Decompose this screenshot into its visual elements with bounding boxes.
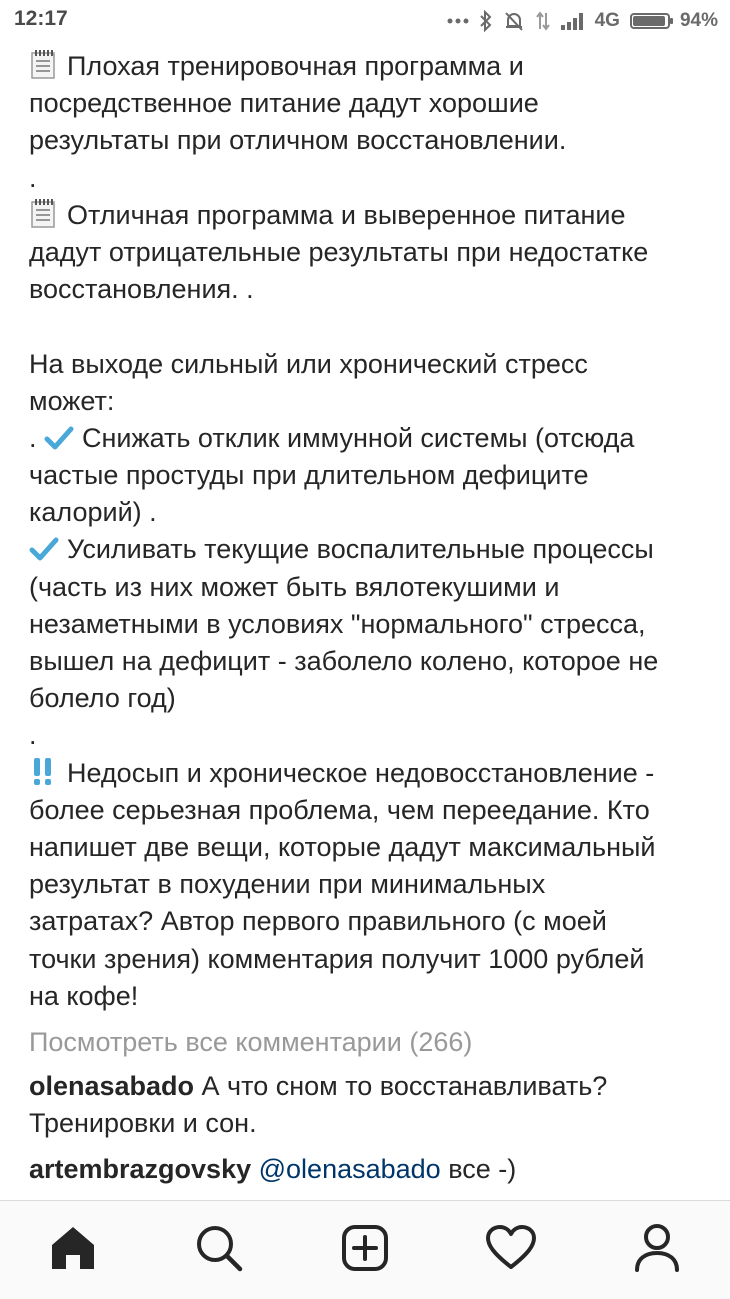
comment-text-continued: Тренировки и сон.: [29, 1108, 257, 1139]
caption-line: Недосып и хроническое недовосстановление -: [29, 755, 705, 792]
nav-profile-button[interactable]: [625, 1218, 689, 1282]
comment-item: [29, 1151, 705, 1188]
data-transfer-icon: [535, 10, 551, 32]
caption-line: калорий) .: [29, 497, 157, 528]
nav-new-post-button[interactable]: [333, 1218, 397, 1282]
bluetooth-icon: [479, 10, 493, 32]
caption-line: болело год): [29, 683, 176, 714]
caption-line: Усиливать текущие воспалительные процессы: [29, 531, 705, 568]
comment-mention[interactable]: @olenasabado: [258, 1154, 441, 1184]
caption-line: напишет две вещи, которые дадут максимальный: [29, 831, 656, 862]
signal-icon: [561, 12, 585, 30]
post-caption: [29, 48, 705, 1015]
double-exclamation-icon: [29, 756, 59, 796]
battery-percent: 94%: [679, 10, 718, 31]
caption-line: на кофе!: [29, 980, 139, 1011]
caption-line: частые простуды при длительном дефиците: [29, 460, 589, 491]
caption-line: незаметными в условиях "нормального" стресса,: [29, 608, 646, 639]
profile-icon: [633, 1223, 681, 1278]
caption-blank-line: [29, 308, 705, 345]
nav-search-button[interactable]: [187, 1218, 251, 1282]
network-type: 4G: [594, 10, 620, 31]
comment-text: все -): [440, 1154, 517, 1184]
caption-line: .: [29, 162, 37, 193]
caption-line: . Снижать отклик иммунной системы (отсюда: [29, 420, 705, 457]
caption-line: затратах? Автор первого правильного (с моей: [29, 906, 607, 937]
caption-line: На выходе сильный или хронический стресс: [29, 348, 588, 379]
status-time: 12:17: [14, 7, 68, 30]
caption-line: восстановления. .: [29, 274, 254, 305]
caption-line: вышел на дефицит - заболело колено, которое не: [29, 646, 659, 676]
caption-line: может:: [29, 385, 115, 416]
notepad-icon: [29, 49, 59, 89]
status-icons: [447, 6, 718, 36]
caption-line: Отличная программа и выверенное питание: [29, 197, 705, 234]
checkmark-icon: [44, 424, 74, 461]
search-icon: [194, 1223, 244, 1278]
caption-line: посредственное питание дадут хорошие: [29, 88, 539, 119]
view-all-comments-link[interactable]: Посмотреть все комментарии (266): [29, 1027, 473, 1057]
comment-item: [29, 1068, 705, 1142]
status-bar: [0, 0, 730, 42]
more-dots-icon: [447, 18, 469, 24]
battery-icon: [630, 13, 670, 29]
activity-heart-icon: [485, 1225, 537, 1276]
comment-username[interactable]: artembrazgovsky: [29, 1154, 252, 1184]
caption-line: дадут отрицательные результаты при недостатке: [29, 236, 649, 267]
new-post-icon: [341, 1224, 389, 1277]
caption-line: точки зрения) комментария получит 1000 рублей: [29, 943, 645, 974]
comment-username[interactable]: olenasabado: [29, 1071, 195, 1101]
nav-home-button[interactable]: [41, 1218, 105, 1282]
nav-activity-button[interactable]: [479, 1218, 543, 1282]
comment-text: А что сном то восстанавливать?: [194, 1071, 608, 1101]
caption-line: Плохая тренировочная программа и: [29, 48, 705, 85]
battery-level: [633, 16, 665, 26]
notepad-icon: [29, 198, 59, 238]
bottom-nav-bar: [0, 1200, 730, 1299]
caption-line: .: [29, 720, 37, 751]
checkmark-icon: [29, 535, 59, 572]
home-icon: [48, 1225, 98, 1276]
caption-line: более серьезная проблема, чем переедание. Кто: [29, 794, 650, 825]
caption-line: результат в похудении при минимальных: [29, 869, 546, 900]
caption-line: (часть из них может быть вялотекушими и: [29, 571, 560, 602]
alarm-off-icon: [503, 10, 525, 32]
caption-line: результаты при отличном восстановлении.: [29, 125, 567, 156]
